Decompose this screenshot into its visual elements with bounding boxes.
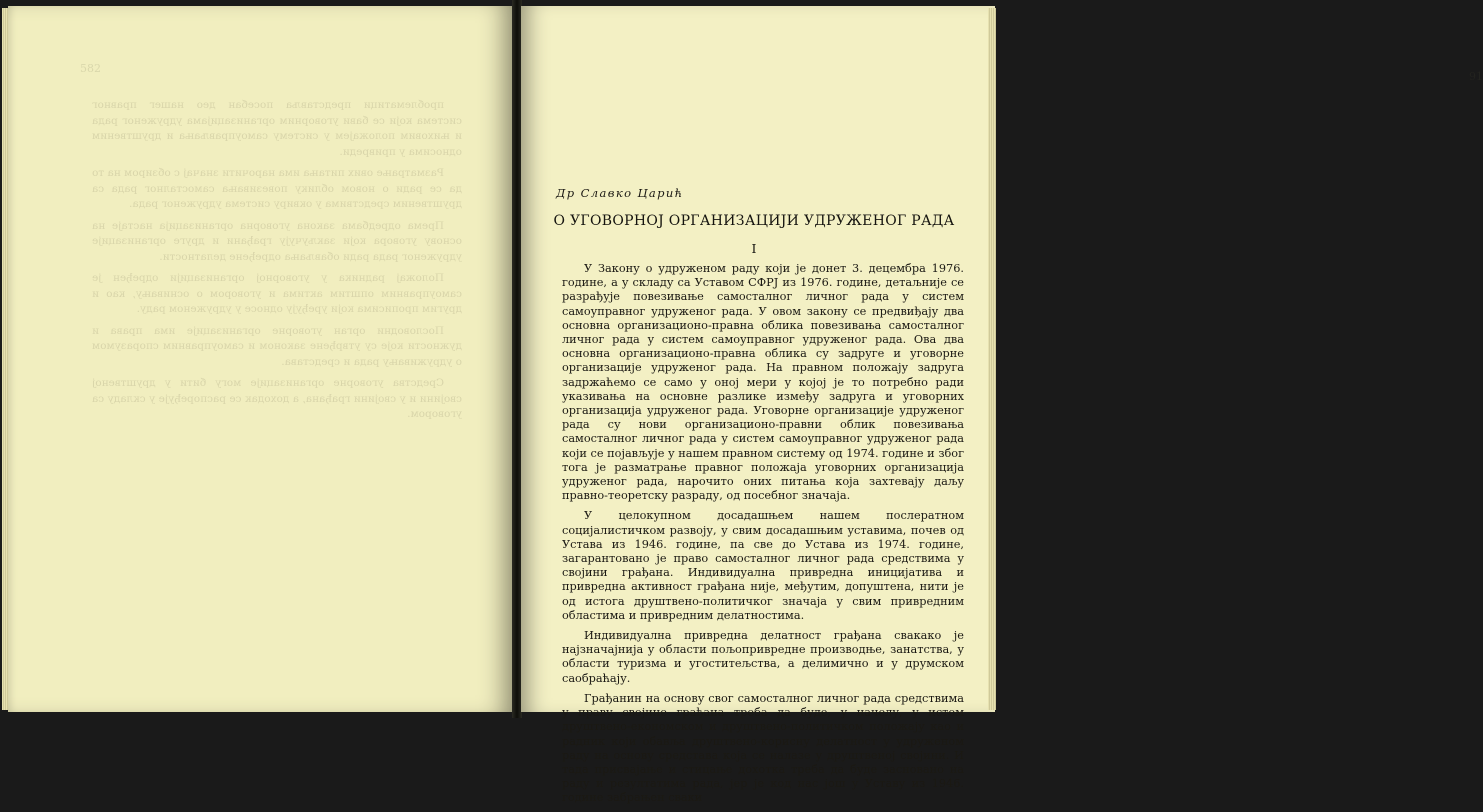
section-number: I (751, 241, 757, 256)
paragraph: У целокупном досадашњем нашем послератном социјалистичком развоју, у свим досадашњим уставима, почев од Устава из 1946. године, па све до Устава из 1974. године, загарантовано је право самосталног личног рада средствима у својини грађана. Индивидуална привредна иницијатива и привредна активност грађана није, међутим, допуштена, нити је од истога друштвено-политичког значаја у свим привредним областима и привредним делатностима. (562, 509, 964, 622)
left-page (8, 6, 514, 712)
paragraph: Индивидуална привредна делатност грађана свакако је најзначајнија у области пољопривредне производње, занатства, у области туризма и угоститељства, а делимично и у друмском саобраћају. (562, 629, 964, 685)
bleed-through-page-number: 582 (80, 62, 101, 75)
bleed-through-page-number-right: 91 (1469, 70, 1483, 83)
article-title: О УГОВОРНОЈ ОРГАНИЗАЦИЈИ УДРУЖЕНОГ РАДА (553, 213, 955, 229)
article-body (562, 262, 964, 812)
paragraph: Грађанин на основу свог самосталног личног рада средствима у праву својине грађана треба да буде, у начелу, у истом друштвено-економском и друштвено-политичком положају као и радник који обавља друштвено-корисну делатност у удруженом раду на основу средстава која се налазе у друштвеној својини. И тада присвајање и стицање дохотка треба да буде засновано на раду и резултатима рада, јер је код нас још у Уставу из 1946. године забрањен сваки (562, 691, 964, 805)
right-page-edges (988, 8, 996, 710)
bleed-through-text: проблематици представља посебан део нашег правног система који се бави уговорним организацијама удруженог рада и њиховим положајем у систему самоуправљања и друштвеним односима у привреди. Разматрање ових питања има нарочити значај с обзиром на то да се ради о новом облику повезивања самосталног рада са друштвеним средствима у оквиру система удруженог рада. Према одредбама закона уговорна организација настаје на основу уговора који закључују грађани и друге организације удруженог рада ради обављања одређене делатности. Положај радника у уговорној организацији одређен је самоуправним општим актима и уговором о оснивању, као и другим прописима који уређују односе у удруженом раду. Пословодни орган уговорне организације има права и дужности које су утврђене законом и самоуправним споразумом о удруживању рада и средстава. Средства уговорне организације могу бити у друштвеној својини и у својини грађана, а доходак се распоређује у складу са уговором. (92, 99, 462, 420)
paragraph: У Закону о удруженом раду који је донет 3. децембра 1976. године, а у складу са Уставом СФРЈ из 1976. године, детаљније се разрађује повезивање самосталног личног рада у систем самоуправног удруженог рада. У овом закону се предвиђају два основна организационо-правна облика повезивања самосталног личног рада у систем самоуправног удруженог рада. Ова два основна организационо-правна облика су задруге и уговорне организације удруженог рада. На правном положају задруга задржаћемо се само у оној мери у којој је то потребно ради указивања на основне разлике између задруга и уговорних организација удруженог рада. Уговорне организације удруженог рада су нови организационо-правни облик повезивања самосталног личног рада у систем самоуправног удруженог рада који се појављује у нашем правном систему од 1974. године и због тога је разматрање правног положаја уговорних организација удруженог рада, нарочито оних питања која захтевају даљу правно-теоретску разраду, од посебног значаја. (562, 262, 964, 503)
author-name: Др Славко Царић (556, 186, 684, 200)
